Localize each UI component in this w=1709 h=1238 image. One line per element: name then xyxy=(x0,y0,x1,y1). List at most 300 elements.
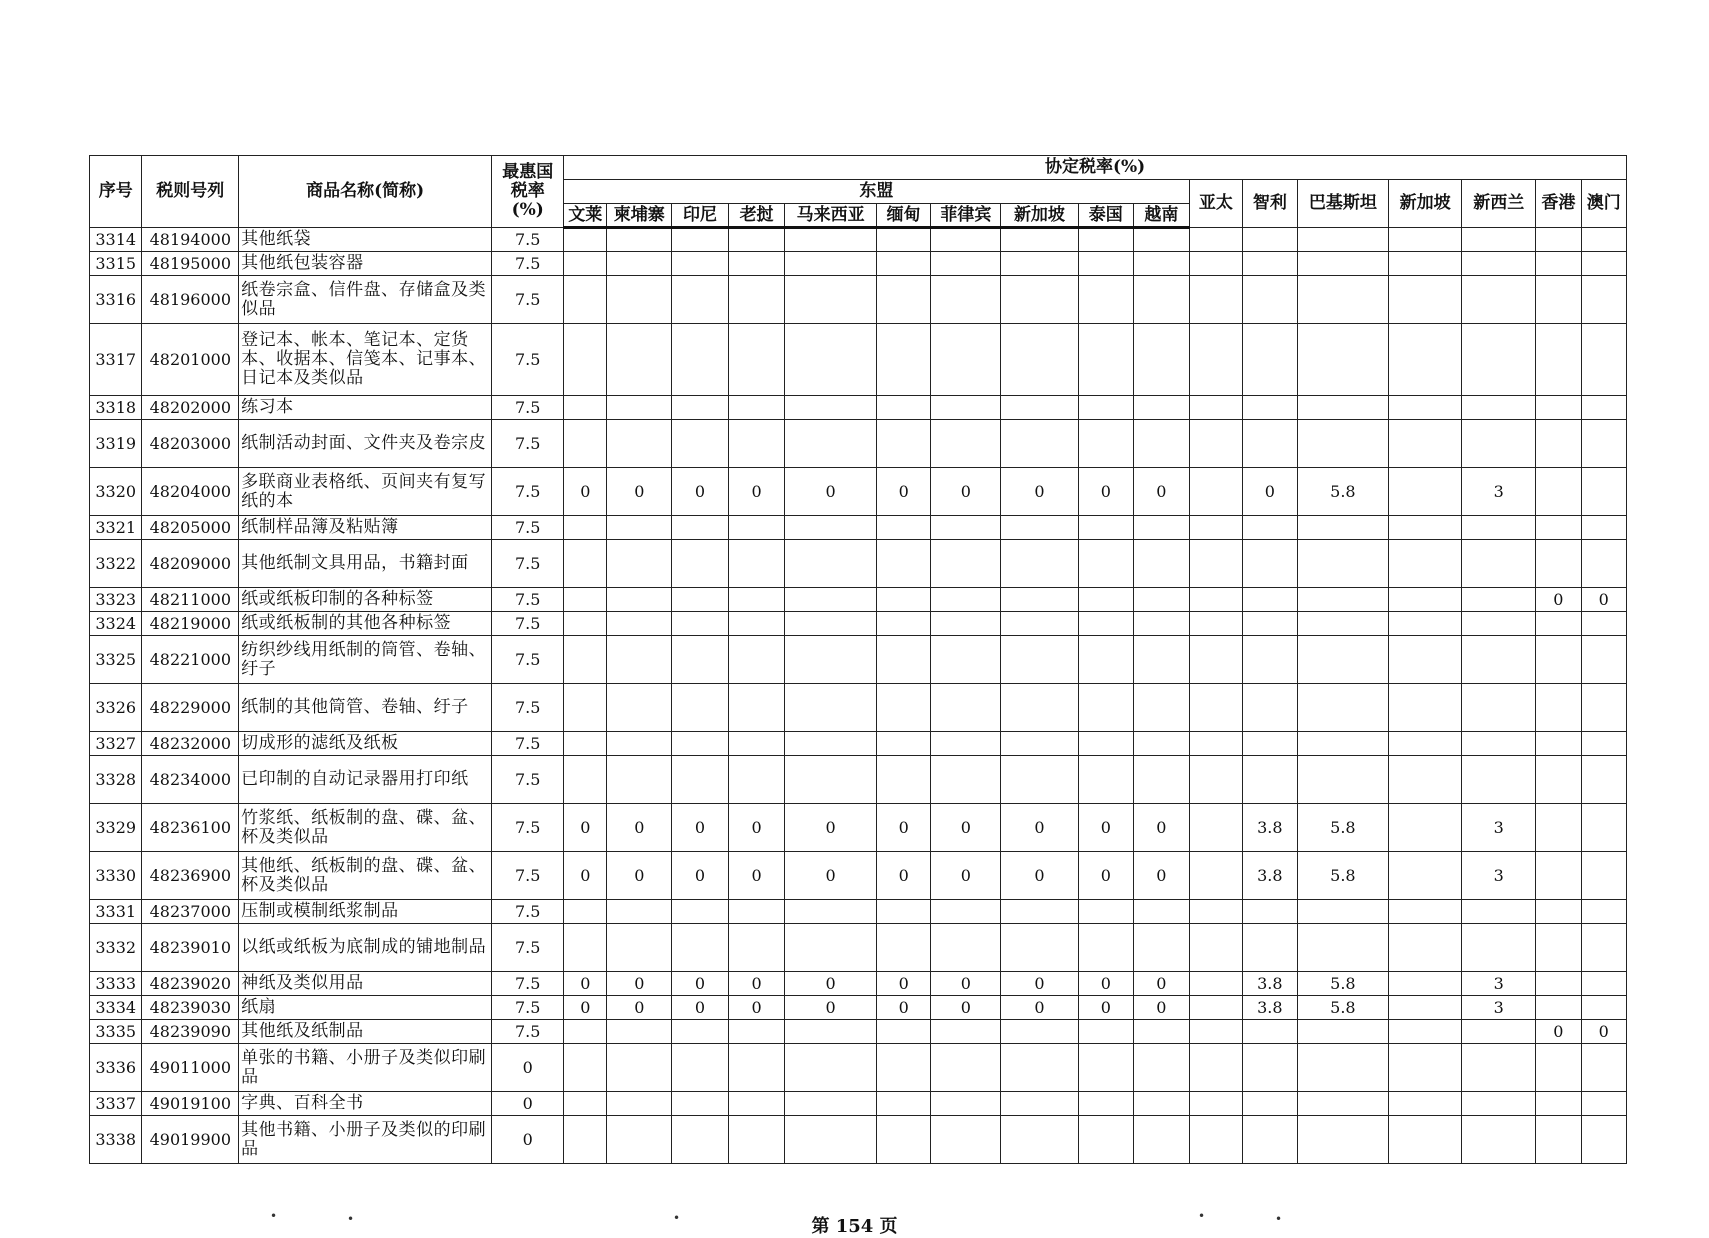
cell-rate: 0 xyxy=(728,996,785,1020)
cell-name: 竹浆纸、纸板制的盘、碟、盆、杯及类似品 xyxy=(239,804,492,852)
cell-code: 48205000 xyxy=(142,516,239,540)
table-row xyxy=(90,924,1627,972)
cell-rate xyxy=(728,396,785,420)
cell-rate xyxy=(1001,900,1078,924)
cell-rate: 0 xyxy=(1001,972,1078,996)
cell-rate xyxy=(1001,276,1078,324)
cell-rate xyxy=(1189,924,1242,972)
cell-rate: 0 xyxy=(564,804,607,852)
cell-rate: 0 xyxy=(672,996,729,1020)
cell-rate: 3.8 xyxy=(1243,996,1298,1020)
cell-rate xyxy=(876,420,931,468)
cell-rate xyxy=(1462,324,1536,396)
cell-seq: 3317 xyxy=(90,324,142,396)
cell-rate: 0 xyxy=(672,972,729,996)
cell-rate xyxy=(1001,684,1078,732)
cell-rate xyxy=(1189,396,1242,420)
cell-rate xyxy=(876,1092,931,1116)
cell-rate xyxy=(728,1020,785,1044)
cell-rate: 0 xyxy=(931,996,1001,1020)
cell-name: 字典、百科全书 xyxy=(239,1092,492,1116)
cell-rate xyxy=(1536,252,1581,276)
scan-speck: • xyxy=(1198,1209,1206,1223)
cell-mfn: 7.5 xyxy=(492,324,564,396)
header-asean-member: 柬埔寨 xyxy=(607,204,672,228)
cell-code: 48236900 xyxy=(142,852,239,900)
cell-rate xyxy=(785,324,877,396)
cell-rate xyxy=(607,588,672,612)
cell-rate xyxy=(1536,1116,1581,1164)
cell-name: 单张的书籍、小册子及类似印刷品 xyxy=(239,1044,492,1092)
table-row xyxy=(90,996,1627,1020)
cell-rate xyxy=(607,396,672,420)
table-row xyxy=(90,612,1627,636)
cell-rate: 0 xyxy=(876,804,931,852)
cell-rate: 0 xyxy=(785,996,877,1020)
cell-rate xyxy=(1297,756,1389,804)
cell-rate: 0 xyxy=(1536,1020,1581,1044)
cell-rate: 0 xyxy=(1001,468,1078,516)
cell-rate: 0 xyxy=(1581,588,1627,612)
cell-seq: 3321 xyxy=(90,516,142,540)
cell-rate xyxy=(1001,1044,1078,1092)
cell-rate xyxy=(1462,924,1536,972)
cell-rate xyxy=(1389,324,1462,396)
cell-rate xyxy=(931,588,1001,612)
cell-code: 48209000 xyxy=(142,540,239,588)
cell-rate: 0 xyxy=(931,804,1001,852)
cell-rate xyxy=(564,1116,607,1164)
cell-rate xyxy=(1001,228,1078,252)
table-row xyxy=(90,972,1627,996)
cell-rate xyxy=(1243,396,1298,420)
cell-rate xyxy=(1536,276,1581,324)
cell-rate xyxy=(1001,1020,1078,1044)
cell-rate xyxy=(876,252,931,276)
cell-rate xyxy=(672,1020,729,1044)
cell-rate: 0 xyxy=(1243,468,1298,516)
cell-rate xyxy=(1389,420,1462,468)
cell-rate xyxy=(672,588,729,612)
cell-rate: 3 xyxy=(1462,972,1536,996)
cell-rate xyxy=(1134,1092,1190,1116)
cell-rate xyxy=(785,612,877,636)
cell-rate xyxy=(1134,420,1190,468)
cell-rate xyxy=(1462,420,1536,468)
cell-rate xyxy=(1297,684,1389,732)
cell-rate xyxy=(1462,516,1536,540)
cell-rate xyxy=(1581,996,1627,1020)
header-other: 巴基斯坦 xyxy=(1297,180,1389,228)
cell-rate xyxy=(672,276,729,324)
cell-rate xyxy=(672,1116,729,1164)
cell-rate xyxy=(1462,252,1536,276)
cell-rate xyxy=(1389,1092,1462,1116)
cell-rate xyxy=(785,540,877,588)
cell-rate xyxy=(1001,540,1078,588)
cell-rate xyxy=(564,756,607,804)
cell-rate xyxy=(1462,756,1536,804)
cell-rate xyxy=(1536,804,1581,852)
cell-rate: 0 xyxy=(931,972,1001,996)
cell-rate: 0 xyxy=(1001,804,1078,852)
cell-rate xyxy=(1243,732,1298,756)
cell-rate xyxy=(1462,1116,1536,1164)
cell-name: 练习本 xyxy=(239,396,492,420)
cell-rate xyxy=(672,228,729,252)
cell-rate xyxy=(1001,516,1078,540)
cell-rate xyxy=(1581,540,1627,588)
cell-mfn: 7.5 xyxy=(492,804,564,852)
cell-rate xyxy=(1134,612,1190,636)
cell-rate xyxy=(1189,1092,1242,1116)
cell-rate xyxy=(931,636,1001,684)
cell-seq: 3329 xyxy=(90,804,142,852)
cell-name: 压制或模制纸浆制品 xyxy=(239,900,492,924)
cell-rate xyxy=(1389,468,1462,516)
cell-rate xyxy=(1536,756,1581,804)
cell-rate xyxy=(1462,540,1536,588)
cell-rate xyxy=(1536,900,1581,924)
cell-rate xyxy=(1078,516,1134,540)
cell-rate xyxy=(1536,636,1581,684)
cell-rate xyxy=(1389,1044,1462,1092)
cell-rate xyxy=(1581,924,1627,972)
cell-code: 48234000 xyxy=(142,756,239,804)
cell-rate xyxy=(1189,636,1242,684)
cell-rate xyxy=(607,1020,672,1044)
cell-name: 其他纸包装容器 xyxy=(239,252,492,276)
cell-rate xyxy=(607,612,672,636)
cell-rate xyxy=(1581,276,1627,324)
header-asean-member: 菲律宾 xyxy=(931,204,1001,228)
cell-rate xyxy=(1189,1044,1242,1092)
cell-rate xyxy=(1581,252,1627,276)
cell-rate xyxy=(1297,900,1389,924)
cell-rate xyxy=(1134,636,1190,684)
cell-rate: 0 xyxy=(564,972,607,996)
cell-rate xyxy=(1389,804,1462,852)
cell-rate xyxy=(785,1092,877,1116)
cell-rate xyxy=(672,540,729,588)
cell-rate xyxy=(1001,420,1078,468)
cell-rate xyxy=(728,756,785,804)
cell-rate: 0 xyxy=(728,468,785,516)
header-other: 新西兰 xyxy=(1462,180,1536,228)
cell-rate xyxy=(672,324,729,396)
cell-rate xyxy=(564,1020,607,1044)
cell-rate xyxy=(1243,516,1298,540)
cell-rate: 0 xyxy=(1581,1020,1627,1044)
cell-rate xyxy=(931,540,1001,588)
cell-rate xyxy=(1389,996,1462,1020)
cell-rate xyxy=(564,420,607,468)
cell-rate xyxy=(1297,228,1389,252)
tariff-table xyxy=(89,155,1627,1164)
cell-rate xyxy=(931,1092,1001,1116)
cell-rate xyxy=(1078,276,1134,324)
cell-rate xyxy=(1243,684,1298,732)
cell-rate xyxy=(672,516,729,540)
cell-rate xyxy=(1134,924,1190,972)
cell-rate: 0 xyxy=(564,852,607,900)
cell-rate xyxy=(931,1116,1001,1164)
cell-rate xyxy=(1297,252,1389,276)
cell-rate xyxy=(1389,1020,1462,1044)
cell-code: 49011000 xyxy=(142,1044,239,1092)
cell-rate xyxy=(728,1092,785,1116)
cell-rate: 0 xyxy=(607,996,672,1020)
cell-rate xyxy=(1189,612,1242,636)
cell-rate xyxy=(1297,420,1389,468)
cell-seq: 3332 xyxy=(90,924,142,972)
cell-rate: 0 xyxy=(876,468,931,516)
header-code: 税则号列 xyxy=(142,156,239,228)
cell-rate xyxy=(1536,396,1581,420)
cell-code: 48236100 xyxy=(142,804,239,852)
cell-rate xyxy=(728,252,785,276)
cell-rate xyxy=(1001,1116,1078,1164)
cell-rate: 0 xyxy=(1078,852,1134,900)
table-row xyxy=(90,852,1627,900)
cell-code: 48239030 xyxy=(142,996,239,1020)
cell-rate xyxy=(1189,684,1242,732)
cell-rate xyxy=(1462,1044,1536,1092)
cell-rate: 0 xyxy=(672,804,729,852)
cell-rate xyxy=(1389,1116,1462,1164)
cell-rate xyxy=(1389,636,1462,684)
cell-rate xyxy=(564,252,607,276)
cell-rate xyxy=(607,252,672,276)
cell-rate xyxy=(1001,924,1078,972)
cell-rate: 0 xyxy=(672,852,729,900)
cell-rate xyxy=(931,396,1001,420)
cell-mfn: 7.5 xyxy=(492,516,564,540)
cell-code: 48203000 xyxy=(142,420,239,468)
cell-rate xyxy=(728,588,785,612)
cell-rate xyxy=(1134,1044,1190,1092)
cell-name: 以纸或纸板为底制成的铺地制品 xyxy=(239,924,492,972)
cell-rate xyxy=(1462,636,1536,684)
cell-mfn: 7.5 xyxy=(492,972,564,996)
table-row xyxy=(90,468,1627,516)
cell-rate xyxy=(876,636,931,684)
cell-rate xyxy=(564,684,607,732)
header-other: 新加坡 xyxy=(1389,180,1462,228)
cell-rate xyxy=(931,924,1001,972)
cell-rate xyxy=(785,756,877,804)
cell-name: 纸卷宗盒、信件盘、存储盒及类似品 xyxy=(239,276,492,324)
cell-rate xyxy=(1536,996,1581,1020)
header-agreement: 协定税率(%) xyxy=(564,156,1627,180)
cell-mfn: 0 xyxy=(492,1116,564,1164)
cell-rate xyxy=(1001,324,1078,396)
cell-mfn: 0 xyxy=(492,1092,564,1116)
cell-rate xyxy=(1134,252,1190,276)
cell-rate xyxy=(1389,900,1462,924)
cell-code: 48232000 xyxy=(142,732,239,756)
cell-rate xyxy=(564,228,607,252)
cell-mfn: 7.5 xyxy=(492,228,564,252)
table-row xyxy=(90,588,1627,612)
cell-rate xyxy=(876,900,931,924)
cell-seq: 3325 xyxy=(90,636,142,684)
cell-rate xyxy=(1581,516,1627,540)
cell-code: 48239020 xyxy=(142,972,239,996)
cell-rate xyxy=(1078,396,1134,420)
cell-rate xyxy=(1134,516,1190,540)
cell-mfn: 7.5 xyxy=(492,588,564,612)
table-row xyxy=(90,732,1627,756)
cell-rate xyxy=(728,540,785,588)
table-body xyxy=(90,228,1627,1164)
cell-rate xyxy=(1243,900,1298,924)
cell-rate xyxy=(728,612,785,636)
cell-seq: 3335 xyxy=(90,1020,142,1044)
cell-rate xyxy=(564,588,607,612)
cell-rate xyxy=(931,612,1001,636)
cell-seq: 3316 xyxy=(90,276,142,324)
cell-rate xyxy=(672,684,729,732)
cell-mfn: 7.5 xyxy=(492,276,564,324)
cell-rate xyxy=(1389,228,1462,252)
cell-rate xyxy=(1389,924,1462,972)
cell-rate xyxy=(1134,540,1190,588)
table-row xyxy=(90,1020,1627,1044)
cell-rate xyxy=(607,756,672,804)
cell-rate xyxy=(876,228,931,252)
cell-rate xyxy=(1134,684,1190,732)
cell-rate xyxy=(876,540,931,588)
cell-rate: 0 xyxy=(876,996,931,1020)
cell-rate xyxy=(1536,468,1581,516)
cell-rate xyxy=(876,924,931,972)
cell-rate xyxy=(728,732,785,756)
cell-name: 已印制的自动记录器用打印纸 xyxy=(239,756,492,804)
table-row xyxy=(90,636,1627,684)
cell-rate xyxy=(728,636,785,684)
cell-rate xyxy=(607,1116,672,1164)
cell-name: 多联商业表格纸、页间夹有复写纸的本 xyxy=(239,468,492,516)
cell-rate xyxy=(672,1092,729,1116)
header-other: 澳门 xyxy=(1581,180,1627,228)
cell-rate: 0 xyxy=(607,852,672,900)
cell-rate xyxy=(931,1044,1001,1092)
cell-rate xyxy=(1243,924,1298,972)
cell-rate xyxy=(607,276,672,324)
cell-code: 48239090 xyxy=(142,1020,239,1044)
cell-rate xyxy=(1189,516,1242,540)
cell-rate xyxy=(1297,612,1389,636)
cell-rate: 0 xyxy=(1078,972,1134,996)
cell-seq: 3323 xyxy=(90,588,142,612)
cell-rate xyxy=(1001,756,1078,804)
cell-rate xyxy=(1389,396,1462,420)
cell-mfn: 7.5 xyxy=(492,252,564,276)
cell-rate xyxy=(1581,972,1627,996)
cell-rate xyxy=(1389,852,1462,900)
cell-rate: 5.8 xyxy=(1297,804,1389,852)
cell-code: 48219000 xyxy=(142,612,239,636)
cell-mfn: 7.5 xyxy=(492,684,564,732)
cell-rate xyxy=(1581,1092,1627,1116)
cell-rate xyxy=(1243,252,1298,276)
header-seq: 序号 xyxy=(90,156,142,228)
cell-rate xyxy=(1189,852,1242,900)
cell-rate xyxy=(1389,588,1462,612)
cell-mfn: 7.5 xyxy=(492,756,564,804)
cell-rate xyxy=(1581,1116,1627,1164)
cell-rate xyxy=(607,1092,672,1116)
cell-rate xyxy=(1581,900,1627,924)
cell-name: 登记本、帐本、笔记本、定货本、收据本、信笺本、记事本、日记本及类似品 xyxy=(239,324,492,396)
cell-rate xyxy=(1078,1020,1134,1044)
cell-rate xyxy=(1462,396,1536,420)
cell-rate: 0 xyxy=(564,996,607,1020)
cell-rate xyxy=(1001,732,1078,756)
cell-rate xyxy=(876,1044,931,1092)
cell-rate: 0 xyxy=(1078,996,1134,1020)
cell-rate xyxy=(564,924,607,972)
cell-rate xyxy=(672,732,729,756)
cell-rate xyxy=(1389,732,1462,756)
cell-rate xyxy=(1462,1092,1536,1116)
header-asean-member: 缅甸 xyxy=(876,204,931,228)
cell-rate xyxy=(1243,612,1298,636)
cell-seq: 3318 xyxy=(90,396,142,420)
cell-rate: 0 xyxy=(728,852,785,900)
cell-rate xyxy=(1189,324,1242,396)
cell-rate xyxy=(1581,852,1627,900)
cell-rate: 0 xyxy=(607,468,672,516)
cell-seq: 3320 xyxy=(90,468,142,516)
cell-code: 49019900 xyxy=(142,1116,239,1164)
cell-rate xyxy=(728,900,785,924)
cell-rate xyxy=(1581,612,1627,636)
cell-rate xyxy=(1078,420,1134,468)
cell-name: 纸或纸板印制的各种标签 xyxy=(239,588,492,612)
cell-rate: 0 xyxy=(785,852,877,900)
cell-rate xyxy=(1001,396,1078,420)
cell-rate xyxy=(876,516,931,540)
cell-rate xyxy=(1134,588,1190,612)
cell-rate xyxy=(1243,324,1298,396)
cell-seq: 3333 xyxy=(90,972,142,996)
cell-rate xyxy=(672,612,729,636)
cell-rate xyxy=(564,516,607,540)
cell-rate xyxy=(728,324,785,396)
cell-rate xyxy=(1243,1092,1298,1116)
cell-rate xyxy=(1189,996,1242,1020)
cell-rate xyxy=(564,324,607,396)
cell-name: 神纸及类似用品 xyxy=(239,972,492,996)
cell-rate: 0 xyxy=(876,852,931,900)
cell-code: 48202000 xyxy=(142,396,239,420)
cell-rate: 5.8 xyxy=(1297,468,1389,516)
cell-rate xyxy=(1297,540,1389,588)
cell-rate xyxy=(1134,900,1190,924)
cell-rate xyxy=(728,420,785,468)
cell-rate xyxy=(607,420,672,468)
cell-rate xyxy=(564,636,607,684)
cell-rate xyxy=(1189,1116,1242,1164)
cell-rate xyxy=(564,1044,607,1092)
cell-rate: 0 xyxy=(1001,852,1078,900)
cell-rate xyxy=(1536,852,1581,900)
cell-rate xyxy=(1462,1020,1536,1044)
cell-rate xyxy=(1078,1116,1134,1164)
cell-rate xyxy=(785,420,877,468)
